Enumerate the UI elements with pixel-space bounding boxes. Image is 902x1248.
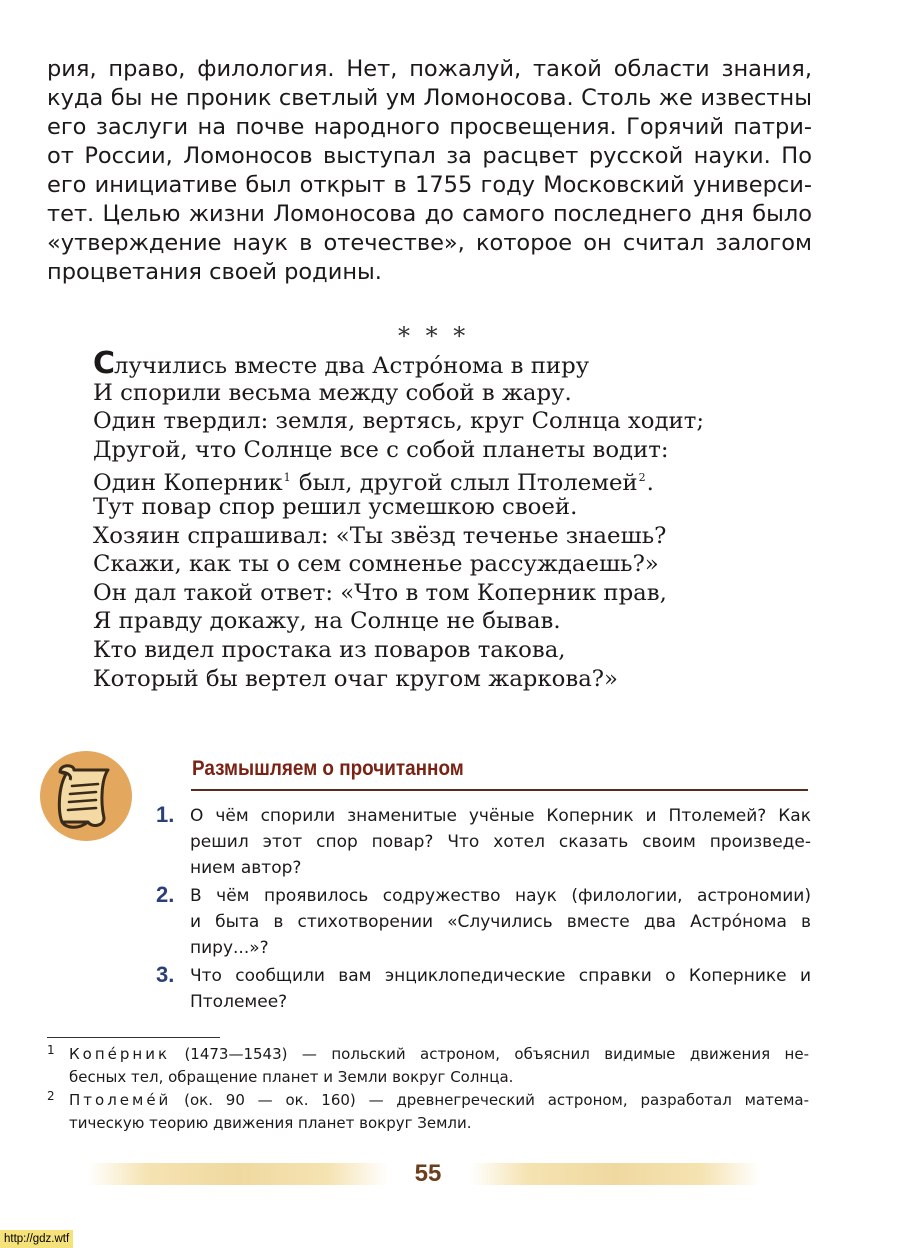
question-text <box>190 803 811 881</box>
scroll-icon <box>38 748 134 844</box>
footnote-2 <box>47 1089 809 1135</box>
prose-line: от России, Ломоносов выступал за расцвет русской науки. По <box>47 143 812 169</box>
poem-line: Он дал такой ответ: «Что в том Коперник прав, <box>93 579 667 606</box>
prose-line: рия, право, филология. Нет, пожалуй, такой области знания, <box>47 56 812 82</box>
footnote-number: 2 <box>47 1089 55 1103</box>
footnote-ref-1[interactable]: 1 <box>283 471 291 485</box>
footnote-text <box>69 1043 809 1089</box>
prose-line: куда бы не проник светлый ум Ломоносова. Столь же известны <box>47 85 812 111</box>
decorative-band-left <box>88 1163 388 1185</box>
footnote-term: Копéрник <box>69 1045 170 1063</box>
page-number: 55 <box>414 1160 442 1187</box>
question-text <box>190 963 811 1015</box>
footnotes <box>47 1043 809 1135</box>
question-line: Что сообщили вам энциклопедические справки о Копернике и <box>190 966 811 986</box>
poem-line: Один твердил: земля, вертясь, круг Солнца ходит; <box>93 408 705 435</box>
prose-line: его инициативе был открыт в 1755 году Московский универси- <box>47 172 812 198</box>
drop-cap: С <box>93 346 115 381</box>
footnote-line: бесных тел, обращение планет и Земли вокруг Солнца. <box>69 1068 514 1086</box>
poem-text: . <box>646 470 654 497</box>
footnote-1 <box>47 1043 809 1089</box>
prose-line: процветания своей родины. <box>47 259 382 285</box>
question-line: нием автор? <box>190 858 302 878</box>
poem-separator: * * * <box>398 322 470 350</box>
question-item <box>156 963 811 1015</box>
footnote-line <box>69 1043 809 1066</box>
poem-line <box>93 346 793 381</box>
footnote-divider <box>47 1037 220 1038</box>
question-list <box>156 803 811 1017</box>
poem-line: Хозяин спрашивал: «Ты звёзд теченье знаешь? <box>93 522 667 549</box>
poem-text: был, другой слыл Птолемей <box>291 470 638 497</box>
section-title: Размышляем о прочитанном <box>192 757 464 780</box>
footnote-term: Птолемéй <box>69 1091 172 1109</box>
question-line: пиру...»? <box>190 938 269 958</box>
watermark-link[interactable]: http://gdz.wtf <box>0 1230 73 1248</box>
poem-line: И спорили весьма между собой в жару. <box>93 379 572 406</box>
question-line: решил этот спор повар? Что хотел сказать своим произведе- <box>190 832 811 852</box>
question-line: О чём спорили знаменитые учёные Коперник и Птолемей? Как <box>190 806 811 826</box>
poem-line <box>93 464 793 497</box>
footnote-line <box>69 1089 809 1112</box>
question-item <box>156 803 811 881</box>
prose-line: «утверждение наук в отечестве», которое он считал залогом <box>47 230 812 256</box>
question-item <box>156 883 811 961</box>
prose-line: тет. Целью жизни Ломоносова до самого последнего дня было <box>47 201 812 227</box>
prose-line: его заслуги на почве народного просвещения. Горячий патри- <box>47 114 812 140</box>
footnote-line: тическую теорию движения планет вокруг Земли. <box>69 1114 472 1132</box>
poem-line-text: лучились вместе два Астрóнома в пиру <box>114 353 590 379</box>
poem-line: Скажи, как ты о сем сомненье рассуждаешь?» <box>93 551 659 578</box>
poem-line: Я правду докажу, на Солнце не бывав. <box>93 608 561 635</box>
question-line: В чём проявилось содружество наук (филологии, астрономии) <box>190 886 811 906</box>
poem-text: Один Коперник <box>93 470 283 497</box>
question-text <box>190 883 811 961</box>
question-line: Птолемее? <box>190 992 288 1012</box>
footnote-line-text: (1473—1543) — польский астроном, объяснил видимые движения не- <box>170 1045 809 1063</box>
question-number: 1. <box>156 802 175 827</box>
poem-line: Который бы вертел очаг кругом жаркова?» <box>93 665 618 692</box>
footnote-line-text: (ок. 90 — ок. 160) — древнегреческий астроном, разработал матема- <box>171 1091 809 1109</box>
poem-line: Тут повар спор решил усмешкою своей. <box>93 493 578 520</box>
footnote-text <box>69 1089 809 1135</box>
poem <box>93 346 793 693</box>
footnote-ref-2[interactable]: 2 <box>638 471 646 485</box>
question-number: 3. <box>156 962 175 987</box>
decorative-band-right <box>470 1163 760 1185</box>
prose-paragraph <box>47 55 812 287</box>
poem-line: Кто видел простака из поваров такова, <box>93 636 566 663</box>
question-number: 2. <box>156 882 175 907</box>
poem-line: Другой, что Солнце все с собой планеты водит: <box>93 436 669 463</box>
section-divider <box>191 789 808 791</box>
footnote-number: 1 <box>47 1043 55 1057</box>
question-line: и быта в стихотворении «Случились вместе два Астрóнома в <box>190 912 811 932</box>
